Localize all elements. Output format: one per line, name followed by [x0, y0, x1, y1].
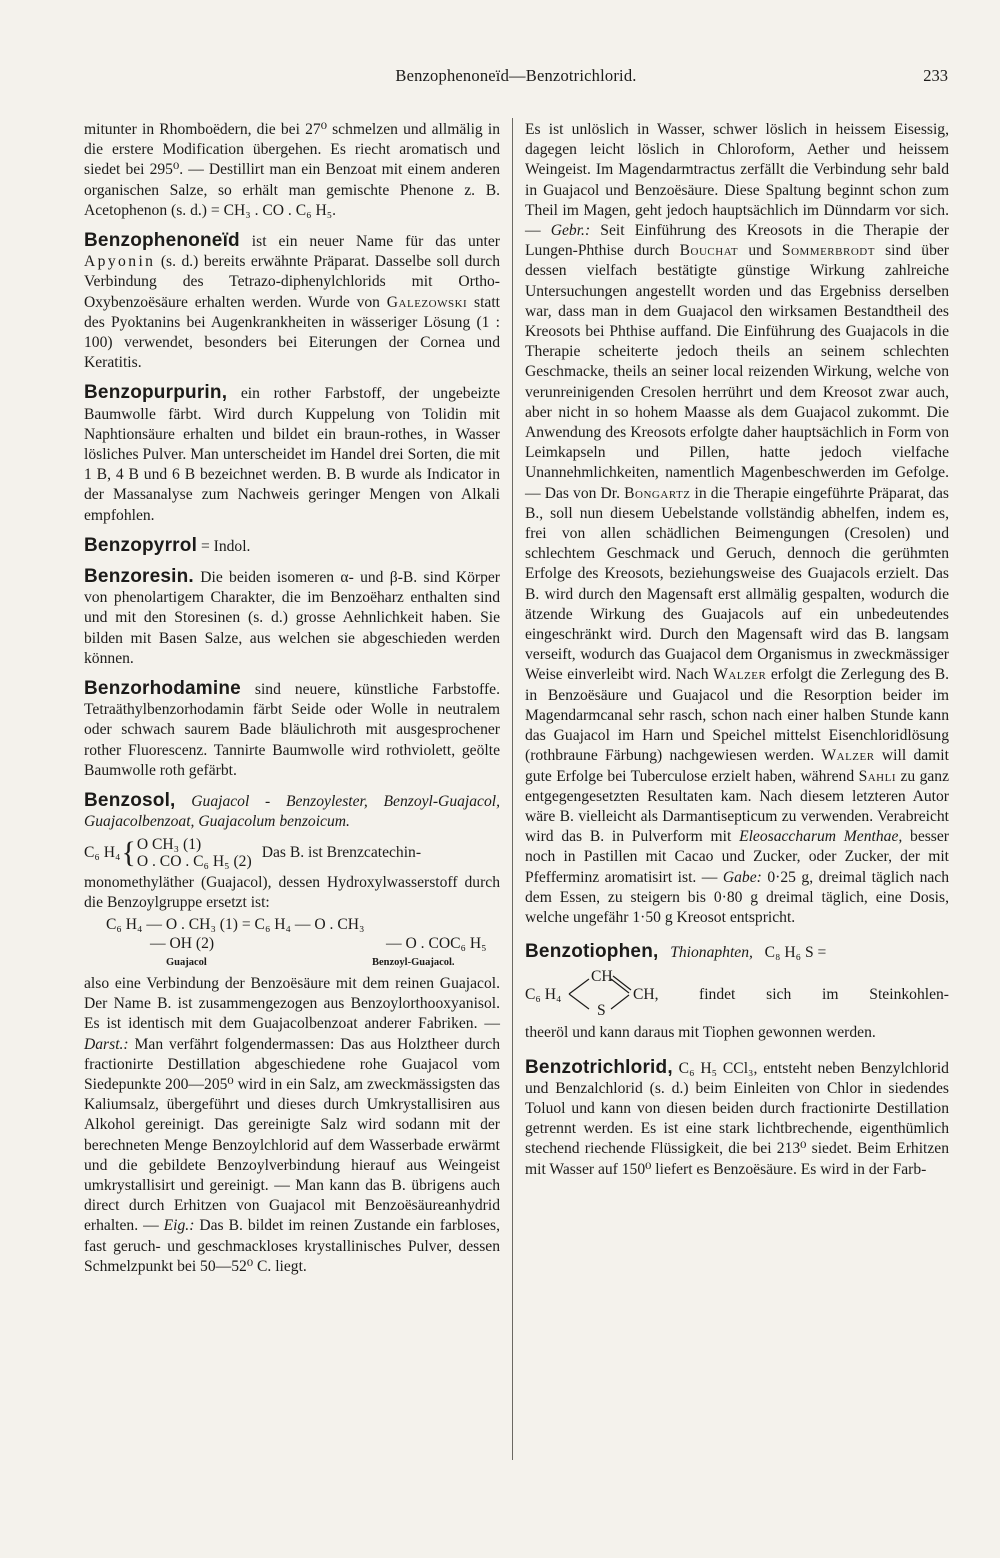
formula-part: CH [591, 968, 613, 986]
headword: Benzotrichlorid, [525, 1056, 673, 1078]
entry-text: ein rother Farbstoff, der ungebeizte Baumwolle färbt. Wird durch Kuppelung von Tolidin mit Naphtionsäure erhalten und bildet ein braun-rothes, in Wasser lösliches Pulver. Man unterscheidet im Handel drei Sorten, die mit 1 B, 4 B und 6 B bezeichnet werden. B. B wurde als Indicator in der Massanalyse zum Nachweis geringer Mengen von Alkali empfohlen. [84, 385, 501, 524]
entry-benzorhodamine [84, 679, 500, 781]
formula-part: C₆ H₄ [525, 986, 562, 1004]
entry-text: 0·25 g, dreimal täglich nach dem Essen, zu steigern bis 0·80 g dreimal täglich, eine Dosis, welche ungefähr 1·50 g Kreosot entspricht. [525, 868, 950, 926]
formula: C₆ H₅ CCl₃, [678, 1059, 758, 1077]
equation-part: — O . COC₆ H₅ [386, 934, 487, 952]
entry-text: findet sich im Steinkohlen- [699, 986, 949, 1004]
headword: Benzophenoneïd [84, 230, 240, 252]
formula-part: O . CO . C₆ H₅ (2) [136, 852, 252, 870]
synonym: Thionaphten, [670, 944, 753, 962]
entry-text: Die beiden isomeren α- und β-B. sind Körper von phenolartigem Charakter, die im Benzoëharz enthalten sind und mit den Storesinen (s. d.) grosse Aehnlichkeit haben. Sie bilden mit Basen Salze, aus welchen sie abgeschieden werden können. [84, 569, 500, 667]
equation-captions [106, 953, 500, 972]
person-name: Sommerbrodt [781, 242, 875, 260]
ring-formula [525, 969, 949, 1023]
person-name: Bouchat [679, 242, 739, 260]
entry-benzotiophen [525, 942, 949, 1043]
formula: C₈ H₆ S = [764, 944, 827, 962]
entry-benzoresin [84, 567, 500, 669]
entry-text: besser noch in Pastillen mit Cacao und Zucker, oder Zucker, der mit Pfefferminz aromatisirt ist. — [525, 828, 949, 886]
equation-line: C₆ H₄ — O . CH₃ (1) = C₆ H₄ — O . CH₃ [106, 915, 365, 933]
headword: Benzoresin. [84, 566, 194, 588]
formula-part: S [597, 1002, 606, 1020]
entry-text: Seit Einführung des Kreosots in die Therapie der Lungen-Phthise durch [525, 222, 949, 260]
entry-text: entsteht neben Benzylchlorid und Benzalchlorid (s. d.) beim Einleiten von Chlor in siedendes Toluol und kann von diesen beiden durch fractionirte Destillation getrennt werden. Es ist eine stark lichtbrechende, eigenthümlich stechend riechende Flüssigkeit, die bei 213⁰ siedet. Beim Erhitzen mit Wasser auf 150⁰ liefert es Benzoësäure. Es wird in der Farb- [525, 1059, 949, 1178]
person-name: Galezowski [386, 293, 468, 311]
synonyms: Guajacol - Benzoylester, Benzoyl-Guajacol, Guajacolbenzoat, Guajacolum benzoicum. [84, 793, 500, 831]
formula-part: CH, [633, 986, 659, 1004]
right-column [525, 120, 949, 1180]
column-divider [512, 118, 513, 1460]
entry-text: sind neuere, künstliche Farbstoffe. Tetraäthylbenzorhodamin färbt Seide oder Wolle in neutralem oder schwach saurem Bade bläulichroth mit ausgesprochener rother Fluorescenz. Tannirte Baumwolle wird rothviolett, geölte Baumwolle roth gefärbt. [84, 681, 500, 779]
entry-text: ist ein neuer Name für das unter [251, 233, 501, 251]
spaced-name: Apyonin [84, 253, 156, 271]
drug-name: Eleosaccharum Menthae, [739, 828, 903, 846]
formula-part: C₆ H₄ [84, 844, 121, 861]
left-column [84, 120, 500, 1277]
entry-benzopyrrol [84, 536, 500, 557]
label-eig: Eig.: [163, 1217, 195, 1235]
entry-text: Das B. bildet im reinen Zustande ein farbloses, fast geruch- und geschmackloses krystallinisches Pulver, dessen Schmelzpunkt bei 50—52⁰ C. liegt. [84, 1217, 500, 1275]
entry-text: Es ist unlöslich in Wasser, schwer löslich in heissem Eisessig, dagegen leicht löslich in Chloroform, Aether und heissem Weingeist. Im Magendarmtractus zerfällt die Verbindung sehr bald in Guajacol und Benzoësäure. Diese Spaltung beginnt schon zum Theil im Magen, geht jedoch hauptsächlich im Dünndarm vor sich. — [525, 121, 949, 240]
intro-paragraph: mitunter in Rhomboëdern, die bei 27⁰ schmelzen und allmälig in die erstere Modification übergehen. Es riecht aromatisch und siedet bei 295⁰. — Destillirt man ein Benzoat mit einem anderen organischen Salze, so erhält man gemischte Phenone z. B. Acetophenon (s. d.) = CH₃ . CO . C₆ H₅. [84, 121, 500, 219]
equation-part: — OH (2) [150, 934, 215, 952]
entry-text: also eine Verbindung der Benzoësäure mit dem reinen Guajacol. Der Name B. ist zusammengezogen aus Benzoylorthooxyanisol. Es ist identisch mit dem Guajacolbenzoat anderer Fabriken. — [84, 974, 500, 1033]
entry-text: und [748, 242, 772, 260]
headword: Benzopyrrol [84, 534, 198, 556]
benzotiophen-heading [525, 942, 949, 963]
headword: Benzosol, [84, 790, 176, 812]
benzosol-heading [84, 791, 500, 832]
running-head [84, 66, 948, 90]
entry-text: statt des Pyoktanins bei Augenkrankheiten in wässeriger Lösung (1 : 100) verwendet, besonders bei Eiterungen der Cornea und Keratitis. [84, 293, 500, 372]
benzosol-body [84, 974, 500, 1277]
headword: Benzopurpurin, [84, 382, 228, 404]
caption: Benzoyl-Guajacol. [372, 956, 455, 968]
label-gabe: Gabe: [722, 868, 762, 886]
formula-stack [137, 836, 252, 870]
person-name: Walzer [821, 747, 875, 765]
entry-text: = Indol. [200, 537, 251, 555]
running-title: Benzophenoneïd—Benzotrichlorid. [395, 66, 637, 85]
equation-block [84, 915, 500, 972]
page-number: 233 [923, 66, 948, 85]
entry-text: Das B. ist Brenzcatechin- [261, 844, 422, 861]
entry-benzotrichlorid [525, 1058, 949, 1180]
caption: Guajacol [166, 956, 207, 968]
label-darst: Darst.: [84, 1035, 129, 1053]
person-name: Sahli [858, 767, 897, 785]
entry-text: (s. d.) bereits erwähnte Präparat. Dasselbe soll durch Verbindung des Tetrazo-diphenylchlorids mit Ortho-Oxybenzoësäure erhalten werden. Wurde von [84, 253, 500, 311]
headword: Benzorhodamine [84, 678, 241, 700]
entry-text: in die Therapie eingeführte Präparat, das B., soll nun diesem Uebelstande vollständig abhelfen, indem es, frei von allen schädlichen Beimengungen (Cresolen) und schlechtem Geschmack und Geruch, dennoch die gerühmten Erfolge des Kreosots, beziehungsweise des Guajacols erzielt. Das B. wird durch den Magensaft erst allmälig gespalten, wodurch die ätzende Wirkung des Guajacols auf ein unbedeutendes eingeschränkt wird. Durch den Magensaft wird das B. langsam verseift, wodurch das Guajacol dem Organismus in zweckmässiger Weise einverleibt wird. Nach [525, 484, 949, 684]
entry-benzopurpurin [84, 383, 500, 525]
entry-text: zu ganz entgegengesetzten Resultaten kam. Nach diesem letzteren Autor wäre B. vielleicht als Darmantisepticum zu verwenden. Verabreicht wird das B. in Pulverform mit [525, 767, 950, 846]
entry-text: sind über dessen vielfach bestätigte günstige Wirkung zahlreiche Untersuchungen angestellt worden und das Ergebniss derselben war, dass man in dem Guajacol den wirksamen Bestandtheil des Kreosots bei Phthise auffand. Die Einführung des Guajacols in die Therapie scheiterte jedoch theils an seinem schlechten Geschmacke, theils an seiner local reizenden Wirkung, welche von verunreinigenden Cresolen herrührt und dem Kreosot zwar auch, aber nicht in so hohem Maasse als dem Guajacol zukommt. Die Anwendung des Kreosots erfolgte daher hauptsächlich in Form von Leimkapseln und Pillen, hatte jedoch vielfache Unannehmlichkeiten, namentlich Magenbeschwerden im Gefolge. — Das von Dr. [525, 242, 949, 502]
entry-text: Man verfährt folgendermassen: Das aus Holztheer durch fractionirte Destillation abgeschiedene rohe Guajacol vom Siedepunkte 200—205⁰ wird in ein Salz, am zweckmässigsten das Kaliumsalz, übergeführt und dieses durch Umkrystallisiren aus Alkohol gereinigt. Das gereinigte Salz wird sodann mit der berechneten Menge Benzoylchlorid auf dem Wasserbade erwärmt und die gebildete Benzoylverbindung hierauf aus Weingeist umkrystallisirt und gereinigt. — Man kann das B. übrigens auch direct durch Erhitzen von Guajacol mit Benzoësäureanhydrid erhalten. — [84, 1035, 500, 1235]
entry-text: erfolgt die Zerlegung des B. in Benzoësäure und Guajacol und die Resorption beider im Magendarmcanal sehr rasch, schon nach einer halben Stunde kann das Guajacol im Harn und Speichel mittelst Eisenchloridlösung (rothbraune Färbung) nachgewiesen werden. [525, 666, 950, 765]
person-name: Walzer [713, 666, 767, 684]
equation-line [106, 934, 500, 953]
formula-benzosol [84, 836, 500, 870]
brace-icon: { [121, 835, 136, 869]
label-gebr: Gebr.: [550, 222, 591, 240]
entry-text: will damit gute Erfolge bei Tuberculose erzielt haben, während [525, 747, 949, 785]
entry-benzosol [84, 791, 500, 1277]
headword: Benzotiophen, [525, 941, 659, 963]
entry-benzophenoneid [84, 231, 500, 373]
entry-text: theeröl und kann daraus mit Tiophen gewonnen werden. [525, 1024, 876, 1042]
person-name: Bongartz [624, 484, 691, 502]
formula-part: O CH₃ (1) [136, 835, 202, 853]
entry-text: monomethyläther (Guajacol), dessen Hydroxylwasserstoff durch die Benzoylgruppe ersetzt ist: [84, 873, 500, 911]
benzosol-continued [525, 120, 949, 928]
